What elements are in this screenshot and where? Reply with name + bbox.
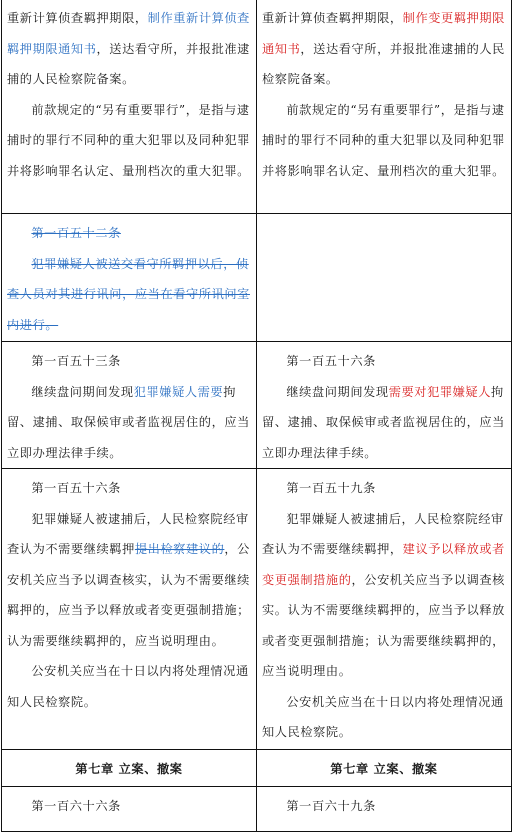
changed-text: 建议予以释放或者变更强制措施的 (262, 542, 505, 587)
comparison-table (1, 0, 512, 832)
old-text-cell (2, 0, 257, 214)
table-row (2, 787, 512, 832)
chapter-heading: 第七章 立案、撤案 (2, 750, 257, 787)
article-title: 第一百五十九条 (286, 481, 376, 495)
paragraph: 前款规定的“另有重要罪行”，是指与逮捕时的罪行不同种的重大犯罪以及同种犯罪并将影响罪名认定、量刑档次的重大犯罪。 (262, 102, 505, 178)
chapter-heading-row (2, 750, 512, 787)
old-text-cell (2, 787, 257, 832)
table-row (2, 342, 512, 469)
new-text-cell (257, 787, 512, 832)
paragraph: 重新计算侦查羁押期限，制作重新计算侦查羁押期限通知书，送达看守所，并报批准逮捕的人民检察院备案。 (7, 11, 250, 86)
article-title: 第一百五十六条 (286, 354, 376, 368)
paragraph: 重新计算侦查羁押期限，制作变更羁押期限通知书，送达看守所，并报批准逮捕的人民检察院备案。 (262, 11, 505, 86)
table-row (2, 214, 512, 342)
paragraph: 犯罪嫌疑人被逮捕后，人民检察院经审查认为不需要继续羁押，建议予以释放或者变更强制措施的，公安机关应当予以调查核实。认为不需要继续羁押的，应当予以释放或者变更强制措施；认为需要继续羁押的，应当说明理由。 (262, 511, 505, 678)
changed-text: 犯罪嫌疑人需要 (133, 384, 224, 399)
article-title: 第一百五十三条 (31, 354, 121, 368)
new-text-cell (257, 0, 512, 214)
article-title: 第一百六十九条 (286, 799, 376, 813)
changed-text: 制作重新计算侦查羁押期限通知书 (7, 11, 250, 56)
article-title: 第一百六十六条 (31, 799, 121, 813)
old-text-cell (2, 342, 257, 469)
deleted-text: 提出检察建议的 (134, 542, 225, 556)
article-title: 第一百五十六条 (31, 481, 121, 495)
old-text-cell (2, 214, 257, 342)
paragraph: 前款规定的“另有重要罪行”，是指与逮捕时的罪行不同种的重大犯罪以及同种犯罪并将影响罪名认定、量刑档次的重大犯罪。 (7, 102, 250, 178)
paragraph: 公安机关应当在十日以内将处理情况通知人民检察院。 (262, 694, 504, 739)
chapter-heading: 第七章 立案、撤案 (257, 750, 512, 787)
paragraph: 公安机关应当在十日以内将处理情况通知人民检察院。 (7, 664, 249, 709)
new-text-cell (257, 342, 512, 469)
paragraph: 犯罪嫌疑人被逮捕后，人民检察院经审查认为不需要继续羁押提出检察建议的，公安机关应当予以调查核实，认为不需要继续羁押的，应当予以释放或者变更强制措施；认为需要继续羁押的，应当说明理由。 (7, 511, 250, 648)
table-row (2, 469, 512, 750)
old-text-cell (2, 469, 257, 750)
new-text-cell (257, 214, 512, 342)
changed-text: 制作变更羁押期限通知书 (262, 11, 505, 56)
paragraph: 继续盘问期间发现犯罪嫌疑人需要拘留、逮捕、取保候审或者监视居住的，应当立即办理法律手续。 (7, 384, 250, 460)
table-row (2, 0, 512, 214)
article-title: 第一百五十二条 (31, 226, 121, 240)
new-text-cell (257, 469, 512, 750)
deleted-text: 犯罪嫌疑人被送交看守所羁押以后，侦查人员对其进行讯问，应当在看守所讯问室内进行。 (7, 256, 250, 332)
changed-text: 需要对犯罪嫌疑人 (388, 384, 492, 399)
paragraph: 继续盘问期间发现需要对犯罪嫌疑人拘留、逮捕、取保候审或者监视居住的，应当立即办理法律手续。 (262, 384, 505, 460)
